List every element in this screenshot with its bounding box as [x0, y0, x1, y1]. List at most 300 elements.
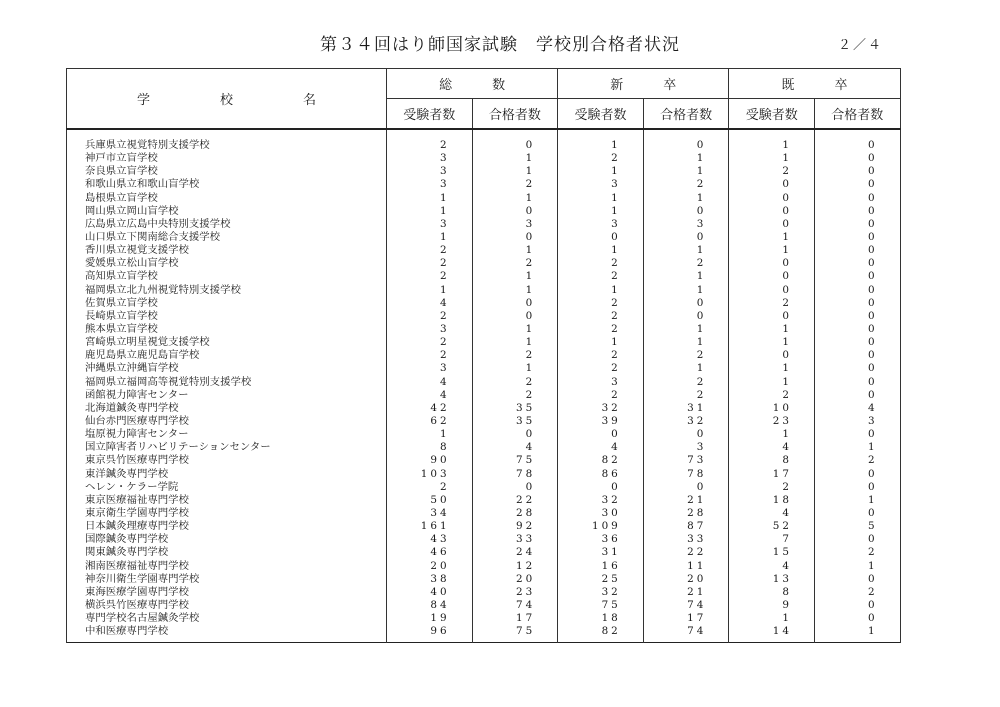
- new-passers-cell: 17: [643, 612, 729, 625]
- school-name-cell: 岡山県立岡山盲学校: [67, 205, 387, 218]
- total-examinees-header: 受験者数: [387, 99, 473, 130]
- previous-examinees-cell: 1: [729, 139, 815, 152]
- new-examinees-cell: 2: [558, 152, 644, 165]
- previous-examinees-cell: 23: [729, 415, 815, 428]
- previous-passers-cell: 3: [815, 415, 901, 428]
- total-examinees-cell: 4: [387, 297, 473, 310]
- new-passers-cell: 21: [643, 586, 729, 599]
- total-passers-cell: 35: [472, 415, 558, 428]
- school-name-cell: 鹿児島県立鹿児島盲学校: [67, 349, 387, 362]
- previous-examinees-cell: 15: [729, 546, 815, 559]
- total-passers-cell: 2: [472, 178, 558, 191]
- new-examinees-cell: 3: [558, 376, 644, 389]
- total-passers-cell: 35: [472, 402, 558, 415]
- new-examinees-cell: 32: [558, 402, 644, 415]
- table-row: [67, 192, 901, 205]
- previous-passers-cell: 2: [815, 586, 901, 599]
- total-examinees-cell: 1: [387, 192, 473, 205]
- new-examinees-cell: 2: [558, 323, 644, 336]
- table-row: [67, 205, 901, 218]
- new-examinees-cell: 25: [558, 573, 644, 586]
- table-row: [67, 533, 901, 546]
- previous-passers-cell: 0: [815, 376, 901, 389]
- total-examinees-cell: 40: [387, 586, 473, 599]
- new-examinees-cell: 2: [558, 270, 644, 283]
- school-name-cell: 沖縄県立沖縄盲学校: [67, 362, 387, 375]
- total-passers-cell: 1: [472, 323, 558, 336]
- total-passers-cell: 92: [472, 520, 558, 533]
- new-examinees-cell: 30: [558, 507, 644, 520]
- school-name-cell: 関東鍼灸専門学校: [67, 546, 387, 559]
- school-name-cell: 奈良県立盲学校: [67, 165, 387, 178]
- document-title: 第３４回はり師国家試験 学校別合格者状況: [320, 35, 680, 55]
- table-row: [67, 468, 901, 481]
- new-examinees-cell: 3: [558, 218, 644, 231]
- total-passers-cell: 1: [472, 362, 558, 375]
- previous-examinees-cell: 17: [729, 468, 815, 481]
- new-passers-cell: 0: [643, 310, 729, 323]
- new-passers-cell: 1: [643, 362, 729, 375]
- previous-passers-cell: 0: [815, 599, 901, 612]
- total-examinees-cell: 2: [387, 270, 473, 283]
- total-examinees-cell: 2: [387, 481, 473, 494]
- previous-passers-cell: 0: [815, 533, 901, 546]
- previous-passers-cell: 0: [815, 257, 901, 270]
- new-passers-cell: 2: [643, 376, 729, 389]
- school-name-cell: 横浜呉竹医療専門学校: [67, 599, 387, 612]
- total-examinees-cell: 3: [387, 218, 473, 231]
- new-examinees-cell: 82: [558, 454, 644, 467]
- school-name-cell: 国際鍼灸専門学校: [67, 533, 387, 546]
- previous-examinees-cell: 1: [729, 376, 815, 389]
- total-examinees-cell: 90: [387, 454, 473, 467]
- new-examinees-cell: 0: [558, 481, 644, 494]
- total-examinees-cell: 3: [387, 323, 473, 336]
- table-row: [67, 599, 901, 612]
- new-passers-cell: 31: [643, 402, 729, 415]
- total-passers-cell: 74: [472, 599, 558, 612]
- total-passers-cell: 1: [472, 192, 558, 205]
- previous-passers-cell: 1: [815, 441, 901, 454]
- total-examinees-cell: 1: [387, 205, 473, 218]
- previous-passers-cell: 1: [815, 560, 901, 573]
- new-examinees-cell: 4: [558, 441, 644, 454]
- new-passers-cell: 1: [643, 336, 729, 349]
- new-examinees-cell: 2: [558, 257, 644, 270]
- total-examinees-cell: 96: [387, 625, 473, 638]
- new-passers-cell: 3: [643, 441, 729, 454]
- new-passers-cell: 11: [643, 560, 729, 573]
- school-name-cell: 東京衛生学園専門学校: [67, 507, 387, 520]
- total-examinees-cell: 2: [387, 349, 473, 362]
- total-passers-cell: 0: [472, 481, 558, 494]
- table-row: [67, 454, 901, 467]
- previous-passers-cell: 5: [815, 520, 901, 533]
- previous-passers-cell: 0: [815, 507, 901, 520]
- table-row: [67, 560, 901, 573]
- table-row: [67, 218, 901, 231]
- previous-examinees-cell: 0: [729, 257, 815, 270]
- new-examinees-cell: 31: [558, 546, 644, 559]
- new-passers-cell: 1: [643, 270, 729, 283]
- previous-examinees-cell: 2: [729, 481, 815, 494]
- new-passers-cell: 21: [643, 494, 729, 507]
- table-row: [67, 362, 901, 375]
- previous-examinees-cell: 0: [729, 178, 815, 191]
- total-passers-cell: 1: [472, 244, 558, 257]
- total-passers-cell: 17: [472, 612, 558, 625]
- new-passers-cell: 0: [643, 231, 729, 244]
- new-examinees-cell: 109: [558, 520, 644, 533]
- total-passers-cell: 23: [472, 586, 558, 599]
- previous-passers-cell: 0: [815, 468, 901, 481]
- total-examinees-cell: 2: [387, 244, 473, 257]
- table-row: [67, 586, 901, 599]
- previous-passers-cell: 0: [815, 244, 901, 257]
- previous-passers-cell: 4: [815, 402, 901, 415]
- total-passers-cell: 0: [472, 428, 558, 441]
- school-name-cell: 佐賀県立盲学校: [67, 297, 387, 310]
- previous-passers-cell: 0: [815, 428, 901, 441]
- previous-examinees-cell: 0: [729, 310, 815, 323]
- table-row: [67, 336, 901, 349]
- new-passers-cell: 78: [643, 468, 729, 481]
- previous-examinees-cell: 1: [729, 362, 815, 375]
- new-examinees-cell: 1: [558, 165, 644, 178]
- table-row: [67, 625, 901, 638]
- school-name-cell: 国立障害者リハビリテーションセンター: [67, 441, 387, 454]
- table-row: [67, 481, 901, 494]
- new-passers-cell: 1: [643, 244, 729, 257]
- total-passers-cell: 75: [472, 625, 558, 638]
- school-name-cell: 島根県立盲学校: [67, 192, 387, 205]
- new-passers-header: 合格者数: [643, 99, 729, 130]
- school-name-cell: 長崎県立盲学校: [67, 310, 387, 323]
- previous-passers-cell: 2: [815, 454, 901, 467]
- school-name-header: 学校名: [67, 69, 387, 130]
- table-row: [67, 165, 901, 178]
- school-name-cell: 東京医療福祉専門学校: [67, 494, 387, 507]
- new-passers-cell: 73: [643, 454, 729, 467]
- school-name-cell: 日本鍼灸理療専門学校: [67, 520, 387, 533]
- previous-passers-cell: 0: [815, 165, 901, 178]
- previous-passers-cell: 0: [815, 152, 901, 165]
- total-passers-cell: 0: [472, 205, 558, 218]
- previous-examinees-cell: 2: [729, 389, 815, 402]
- total-examinees-cell: 62: [387, 415, 473, 428]
- new-examinees-cell: 75: [558, 599, 644, 612]
- spacer-row: [67, 638, 901, 643]
- total-passers-cell: 0: [472, 297, 558, 310]
- school-name-cell: 山口県立下関南総合支援学校: [67, 231, 387, 244]
- previous-examinees-cell: 0: [729, 284, 815, 297]
- new-examinees-cell: 3: [558, 178, 644, 191]
- total-group-header: 総数: [387, 69, 558, 99]
- total-examinees-cell: 43: [387, 533, 473, 546]
- table-row: [67, 152, 901, 165]
- previous-examinees-cell: 0: [729, 192, 815, 205]
- school-name-cell: 愛媛県立松山盲学校: [67, 257, 387, 270]
- previous-examinees-cell: 0: [729, 218, 815, 231]
- total-passers-cell: 1: [472, 152, 558, 165]
- previous-examinees-cell: 14: [729, 625, 815, 638]
- total-examinees-cell: 103: [387, 468, 473, 481]
- new-examinees-cell: 1: [558, 284, 644, 297]
- total-passers-cell: 4: [472, 441, 558, 454]
- new-examinees-cell: 1: [558, 336, 644, 349]
- school-name-cell: 仙台赤門医療専門学校: [67, 415, 387, 428]
- new-passers-cell: 2: [643, 349, 729, 362]
- school-name-cell: 東海医療学園専門学校: [67, 586, 387, 599]
- school-name-cell: 塩原視力障害センター: [67, 428, 387, 441]
- new-examinees-cell: 18: [558, 612, 644, 625]
- previous-examinees-cell: 2: [729, 165, 815, 178]
- total-examinees-cell: 2: [387, 336, 473, 349]
- previous-passers-cell: 0: [815, 192, 901, 205]
- table-row: [67, 415, 901, 428]
- table-row: [67, 441, 901, 454]
- new-passers-cell: 20: [643, 573, 729, 586]
- school-name-cell: 宮崎県立明星視覚支援学校: [67, 336, 387, 349]
- new-passers-cell: 3: [643, 218, 729, 231]
- previous-examinees-cell: 1: [729, 612, 815, 625]
- spacer-row: [67, 129, 901, 139]
- total-passers-cell: 78: [472, 468, 558, 481]
- total-passers-cell: 24: [472, 546, 558, 559]
- previous-passers-cell: 0: [815, 297, 901, 310]
- table-row: [67, 389, 901, 402]
- previous-passers-cell: 0: [815, 336, 901, 349]
- previous-examinees-cell: 13: [729, 573, 815, 586]
- total-examinees-cell: 50: [387, 494, 473, 507]
- previous-passers-cell: 0: [815, 205, 901, 218]
- school-name-cell: 高知県立盲学校: [67, 270, 387, 283]
- previous-passers-cell: 2: [815, 546, 901, 559]
- previous-passers-cell: 1: [815, 625, 901, 638]
- new-examinees-cell: 0: [558, 428, 644, 441]
- new-passers-cell: 0: [643, 139, 729, 152]
- previous-passers-cell: 0: [815, 231, 901, 244]
- new-examinees-cell: 1: [558, 139, 644, 152]
- table-row: [67, 297, 901, 310]
- total-examinees-cell: 2: [387, 139, 473, 152]
- total-examinees-cell: 42: [387, 402, 473, 415]
- new-examinees-cell: 36: [558, 533, 644, 546]
- previous-passers-cell: 0: [815, 481, 901, 494]
- total-examinees-cell: 2: [387, 310, 473, 323]
- new-passers-cell: 87: [643, 520, 729, 533]
- new-passers-cell: 1: [643, 192, 729, 205]
- previous-examinees-cell: 18: [729, 494, 815, 507]
- total-examinees-cell: 161: [387, 520, 473, 533]
- page-number: ２／４: [838, 38, 884, 53]
- new-passers-cell: 0: [643, 428, 729, 441]
- table-row: [67, 494, 901, 507]
- school-name-cell: 和歌山県立和歌山盲学校: [67, 178, 387, 191]
- new-examinees-cell: 16: [558, 560, 644, 573]
- table-row: [67, 178, 901, 191]
- table-row: [67, 139, 901, 152]
- previous-examinees-cell: 4: [729, 560, 815, 573]
- new-examinees-cell: 86: [558, 468, 644, 481]
- previous-passers-cell: 0: [815, 218, 901, 231]
- total-examinees-cell: 2: [387, 257, 473, 270]
- new-passers-cell: 0: [643, 205, 729, 218]
- total-examinees-cell: 1: [387, 284, 473, 297]
- school-name-cell: 神戸市立盲学校: [67, 152, 387, 165]
- table-row: [67, 428, 901, 441]
- new-passers-cell: 0: [643, 297, 729, 310]
- school-name-cell: 広島県立広島中央特別支援学校: [67, 218, 387, 231]
- previous-examinees-cell: 1: [729, 244, 815, 257]
- new-passers-cell: 1: [643, 165, 729, 178]
- total-examinees-cell: 46: [387, 546, 473, 559]
- total-passers-cell: 28: [472, 507, 558, 520]
- previous-examinees-cell: 9: [729, 599, 815, 612]
- previous-passers-cell: 0: [815, 389, 901, 402]
- new-passers-cell: 2: [643, 178, 729, 191]
- previous-examinees-cell: 0: [729, 349, 815, 362]
- table-row: [67, 244, 901, 257]
- total-passers-cell: 2: [472, 349, 558, 362]
- school-name-cell: 神奈川衛生学園専門学校: [67, 573, 387, 586]
- previous-passers-header: 合格者数: [815, 99, 901, 130]
- previous-examinees-cell: 1: [729, 231, 815, 244]
- previous-passers-cell: 0: [815, 349, 901, 362]
- previous-examinees-cell: 8: [729, 454, 815, 467]
- school-name-cell: 熊本県立盲学校: [67, 323, 387, 336]
- previous-passers-cell: 1: [815, 494, 901, 507]
- previous-examinees-cell: 1: [729, 323, 815, 336]
- table-row: [67, 402, 901, 415]
- new-passers-cell: 32: [643, 415, 729, 428]
- school-name-cell: ヘレン・ケラー学院: [67, 481, 387, 494]
- school-name-cell: 兵庫県立視覚特別支援学校: [67, 139, 387, 152]
- new-examinees-cell: 1: [558, 205, 644, 218]
- total-examinees-cell: 8: [387, 441, 473, 454]
- new-examinees-cell: 0: [558, 231, 644, 244]
- school-name-cell: 専門学校名古屋鍼灸学校: [67, 612, 387, 625]
- table-row: [67, 376, 901, 389]
- previous-passers-cell: 0: [815, 139, 901, 152]
- new-passers-cell: 22: [643, 546, 729, 559]
- total-passers-cell: 2: [472, 257, 558, 270]
- new-passers-cell: 0: [643, 481, 729, 494]
- total-passers-cell: 1: [472, 336, 558, 349]
- table-row: [67, 612, 901, 625]
- table-row: [67, 270, 901, 283]
- total-examinees-cell: 4: [387, 389, 473, 402]
- total-passers-cell: 1: [472, 270, 558, 283]
- total-passers-cell: 3: [472, 218, 558, 231]
- new-examinees-cell: 32: [558, 586, 644, 599]
- total-examinees-cell: 3: [387, 178, 473, 191]
- new-passers-cell: 2: [643, 257, 729, 270]
- table-row: [67, 546, 901, 559]
- table-row: [67, 257, 901, 270]
- new-passers-cell: 1: [643, 323, 729, 336]
- school-name-cell: 福岡県立北九州視覚特別支援学校: [67, 284, 387, 297]
- previous-passers-cell: 0: [815, 323, 901, 336]
- previous-examinees-cell: 7: [729, 533, 815, 546]
- total-examinees-cell: 20: [387, 560, 473, 573]
- total-examinees-cell: 4: [387, 376, 473, 389]
- total-examinees-cell: 1: [387, 231, 473, 244]
- results-body: [67, 129, 901, 643]
- previous-passers-cell: 0: [815, 270, 901, 283]
- previous-passers-cell: 0: [815, 178, 901, 191]
- previous-passers-cell: 0: [815, 310, 901, 323]
- total-passers-cell: 1: [472, 284, 558, 297]
- previous-passers-cell: 0: [815, 612, 901, 625]
- new-examinees-cell: 32: [558, 494, 644, 507]
- previous-examinees-cell: 2: [729, 297, 815, 310]
- total-examinees-cell: 3: [387, 362, 473, 375]
- table-row: [67, 323, 901, 336]
- previous-passers-cell: 0: [815, 362, 901, 375]
- results-table: [66, 68, 901, 643]
- total-passers-cell: 12: [472, 560, 558, 573]
- total-examinees-cell: 1: [387, 428, 473, 441]
- previous-examinees-cell: 1: [729, 336, 815, 349]
- total-examinees-cell: 3: [387, 165, 473, 178]
- previous-examinees-cell: 8: [729, 586, 815, 599]
- new-examinees-cell: 39: [558, 415, 644, 428]
- table-row: [67, 284, 901, 297]
- previous-examinees-cell: 4: [729, 441, 815, 454]
- table-row: [67, 507, 901, 520]
- new-passers-cell: 74: [643, 625, 729, 638]
- previous-graduate-group-header: 既卒: [729, 69, 900, 99]
- total-passers-cell: 0: [472, 139, 558, 152]
- total-passers-cell: 2: [472, 389, 558, 402]
- previous-examinees-cell: 0: [729, 270, 815, 283]
- new-examinees-cell: 82: [558, 625, 644, 638]
- previous-examinees-header: 受験者数: [729, 99, 815, 130]
- total-passers-cell: 2: [472, 376, 558, 389]
- total-examinees-cell: 34: [387, 507, 473, 520]
- previous-examinees-cell: 4: [729, 507, 815, 520]
- previous-examinees-cell: 1: [729, 152, 815, 165]
- total-passers-cell: 20: [472, 573, 558, 586]
- total-passers-cell: 0: [472, 310, 558, 323]
- new-examinees-cell: 2: [558, 362, 644, 375]
- new-graduate-group-header: 新卒: [558, 69, 729, 99]
- new-passers-cell: 33: [643, 533, 729, 546]
- total-examinees-cell: 38: [387, 573, 473, 586]
- total-passers-cell: 1: [472, 165, 558, 178]
- school-name-cell: 中和医療専門学校: [67, 625, 387, 638]
- total-passers-cell: 33: [472, 533, 558, 546]
- school-name-cell: 函館視力障害センター: [67, 389, 387, 402]
- previous-passers-cell: 0: [815, 284, 901, 297]
- new-examinees-cell: 1: [558, 244, 644, 257]
- total-examinees-cell: 84: [387, 599, 473, 612]
- total-examinees-cell: 3: [387, 152, 473, 165]
- previous-passers-cell: 0: [815, 573, 901, 586]
- total-passers-cell: 22: [472, 494, 558, 507]
- new-examinees-cell: 2: [558, 389, 644, 402]
- new-examinees-header: 受験者数: [558, 99, 644, 130]
- new-examinees-cell: 2: [558, 310, 644, 323]
- new-passers-cell: 74: [643, 599, 729, 612]
- new-passers-cell: 1: [643, 152, 729, 165]
- previous-examinees-cell: 1: [729, 428, 815, 441]
- table-row: [67, 231, 901, 244]
- school-name-cell: 東京呉竹医療専門学校: [67, 454, 387, 467]
- school-name-cell: 福岡県立福岡高等視覚特別支援学校: [67, 376, 387, 389]
- total-passers-header: 合格者数: [472, 99, 558, 130]
